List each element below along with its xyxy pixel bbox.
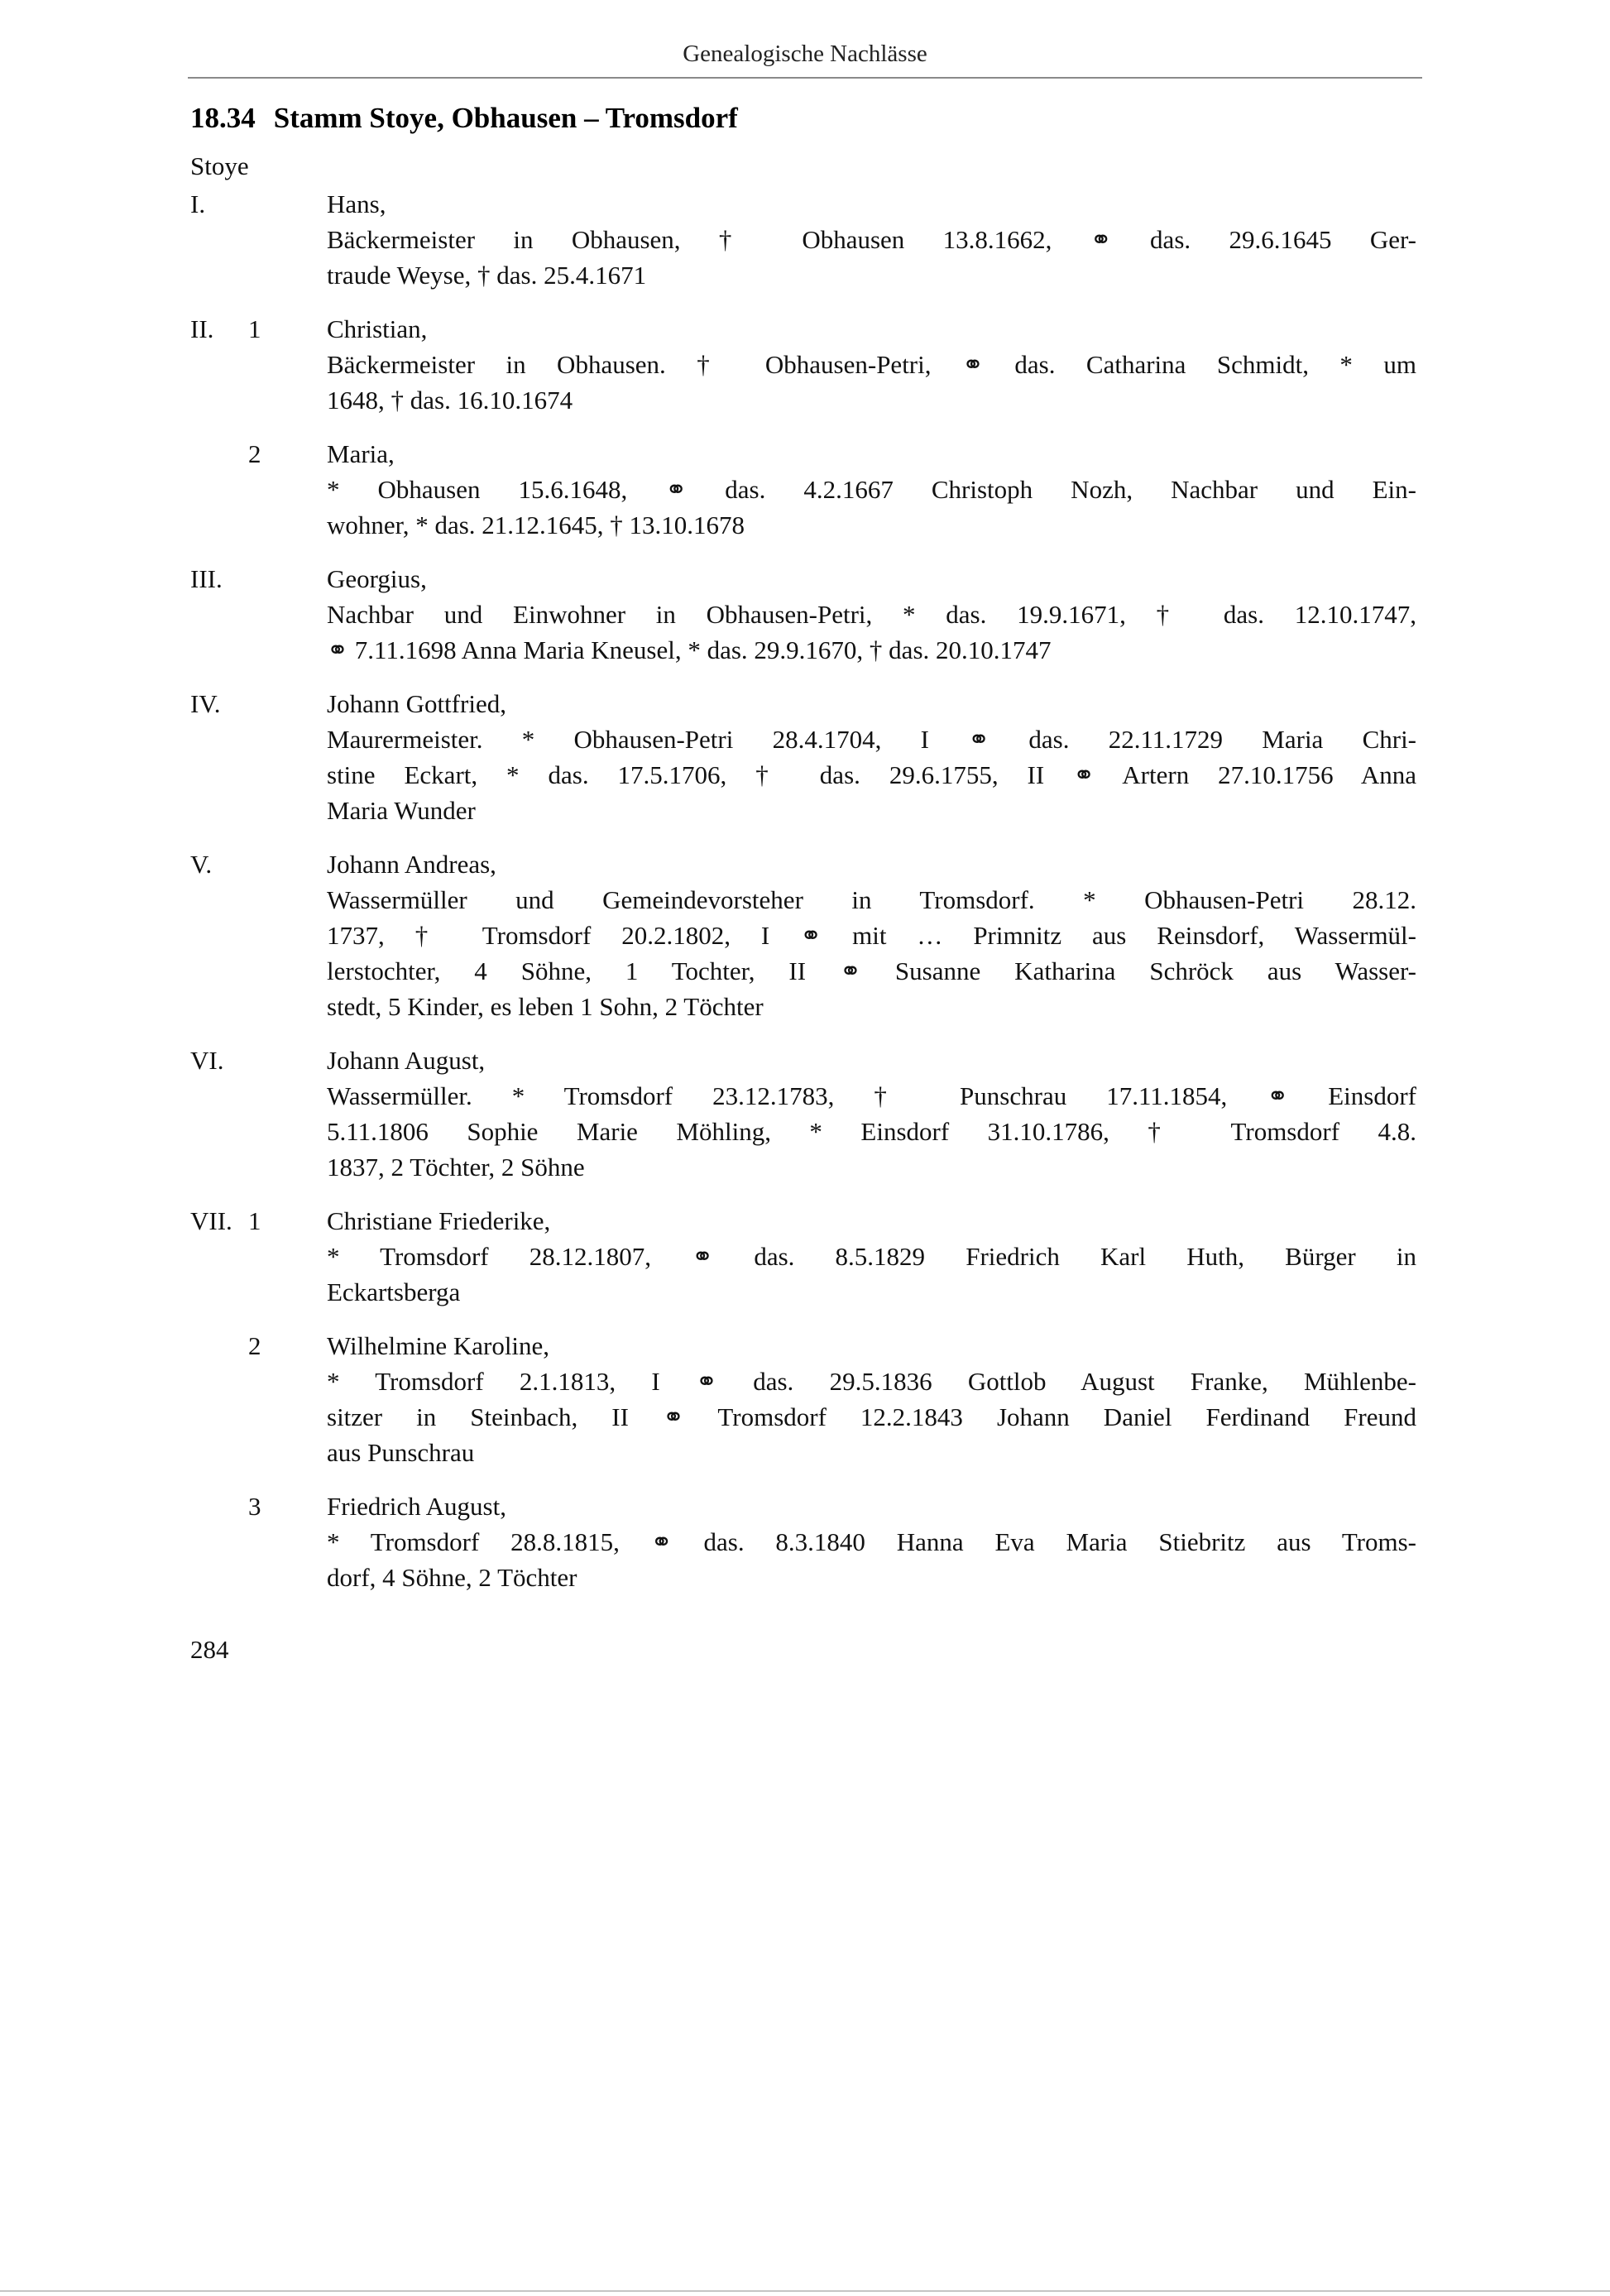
person-name: Friedrich August, [327, 1492, 506, 1521]
genealogy-entry [190, 686, 1416, 828]
entry-body [327, 186, 1416, 293]
family-name-label: Stoye [190, 151, 249, 180]
person-name: Hans, [327, 189, 386, 218]
genealogy-entry [190, 436, 1416, 543]
genealogy-entry [190, 1203, 1416, 1310]
genealogy-entry [190, 1328, 1416, 1470]
generation-numeral: VII. [190, 1206, 232, 1235]
entry-line: Maria Wunder [327, 796, 476, 825]
entry-line: Eckartsberga [327, 1277, 461, 1306]
person-name: Maria, [327, 439, 395, 468]
page-number: 284 [190, 1635, 229, 1664]
genealogy-entry [190, 846, 1416, 1024]
section-heading [190, 103, 1610, 133]
person-name: Wilhelmine Karoline, [327, 1331, 550, 1360]
generation-numeral: III. [190, 564, 223, 593]
entry-body [327, 1203, 1416, 1310]
generation-numeral: II. [190, 314, 214, 343]
sibling-number: 1 [248, 314, 261, 343]
genealogy-entry [190, 186, 1416, 293]
person-name: Christian, [327, 314, 428, 343]
section-title: Stamm Stoye, Obhausen – Tromsdorf [273, 102, 738, 134]
entry-body [327, 436, 1416, 543]
person-name: Johann Gottfried, [327, 689, 506, 718]
entry-line: Wassermüller und Gemeindevorsteher in Tromsdorf. * Obhausen-Petri 28.12. [327, 885, 1416, 914]
entry-line: stedt, 5 Kinder, es leben 1 Sohn, 2 Töchter [327, 992, 764, 1021]
running-header-title: Genealogische Nachlässe [683, 41, 927, 67]
entry-line: 1837, 2 Töchter, 2 Söhne [327, 1153, 585, 1182]
entry-body [327, 311, 1416, 418]
person-name: Johann August, [327, 1046, 486, 1075]
genealogy-entry [190, 311, 1416, 418]
entry-line: 1648, † das. 16.10.1674 [327, 386, 573, 415]
sibling-number: 3 [248, 1492, 261, 1521]
entry-line: stine Eckart, * das. 17.5.1706, † das. 29.6.1755, II ⚭ Artern 27.10.1756 Anna [327, 760, 1416, 789]
entry-line: 5.11.1806 Sophie Marie Möhling, * Einsdorf 31.10.1786, † Tromsdorf 4.8. [327, 1117, 1416, 1146]
sibling-number: 2 [248, 1331, 261, 1360]
entry-line: Wassermüller. * Tromsdorf 23.12.1783, † Punschrau 17.11.1854, ⚭ Einsdorf [327, 1081, 1416, 1110]
entry-line: 1737, † Tromsdorf 20.2.1802, I ⚭ mit … Primnitz aus Reinsdorf, Wassermül- [327, 921, 1416, 950]
entry-line: sitzer in Steinbach, II ⚭ Tromsdorf 12.2.1843 Johann Daniel Ferdinand Freund [327, 1402, 1416, 1431]
generation-numeral: V. [190, 850, 213, 879]
entry-body [327, 561, 1416, 668]
entry-line: ⚭ 7.11.1698 Anna Maria Kneusel, * das. 29.9.1670, † das. 20.10.1747 [327, 635, 1052, 664]
entry-line: aus Punschrau [327, 1438, 475, 1467]
entry-line: Nachbar und Einwohner in Obhausen-Petri, * das. 19.9.1671, † das. 12.10.1747, [327, 600, 1416, 629]
generation-numeral: VI. [190, 1046, 224, 1075]
entry-line: * Obhausen 15.6.1648, ⚭ das. 4.2.1667 Christoph Nozh, Nachbar und Ein- [327, 475, 1416, 504]
generation-numeral: I. [190, 189, 206, 218]
entry-line: * Tromsdorf 28.12.1807, ⚭ das. 8.5.1829 Friedrich Karl Huth, Bürger in [327, 1242, 1416, 1271]
bottom-rule [0, 2290, 1610, 2292]
entry-body [327, 686, 1416, 828]
person-name: Johann Andreas, [327, 850, 496, 879]
section-number: 18.34 [190, 102, 256, 134]
sibling-number: 2 [248, 439, 261, 468]
entry-body [327, 1043, 1416, 1185]
entry-line: * Tromsdorf 2.1.1813, I ⚭ das. 29.5.1836 Gottlob August Franke, Mühlenbe- [327, 1367, 1416, 1396]
genealogy-entries-list [190, 186, 1416, 1595]
entry-line: Bäckermeister in Obhausen, † Obhausen 13.8.1662, ⚭ das. 29.6.1645 Ger- [327, 225, 1416, 254]
entry-line: traude Weyse, † das. 25.4.1671 [327, 261, 647, 290]
running-header [188, 0, 1422, 79]
entry-body [327, 846, 1416, 1024]
entry-line: Maurermeister. * Obhausen-Petri 28.4.1704, I ⚭ das. 22.11.1729 Maria Chri- [327, 725, 1416, 754]
entry-line: dorf, 4 Söhne, 2 Töchter [327, 1563, 577, 1592]
entry-body [327, 1328, 1416, 1470]
genealogy-entry [190, 1488, 1416, 1595]
genealogy-entry [190, 1043, 1416, 1185]
sibling-number: 1 [248, 1206, 261, 1235]
genealogy-entry [190, 561, 1416, 668]
generation-numeral: IV. [190, 689, 221, 718]
entry-line: lerstochter, 4 Söhne, 1 Tochter, II ⚭ Susanne Katharina Schröck aus Wasser- [327, 956, 1416, 985]
entry-body [327, 1488, 1416, 1595]
entry-line: Bäckermeister in Obhausen. † Obhausen-Petri, ⚭ das. Catharina Schmidt, * um [327, 350, 1416, 379]
person-name: Christiane Friederike, [327, 1206, 551, 1235]
person-name: Georgius, [327, 564, 427, 593]
entry-line: * Tromsdorf 28.8.1815, ⚭ das. 8.3.1840 Hanna Eva Maria Stiebritz aus Troms- [327, 1527, 1416, 1556]
entry-line: wohner, * das. 21.12.1645, † 13.10.1678 [327, 510, 745, 539]
